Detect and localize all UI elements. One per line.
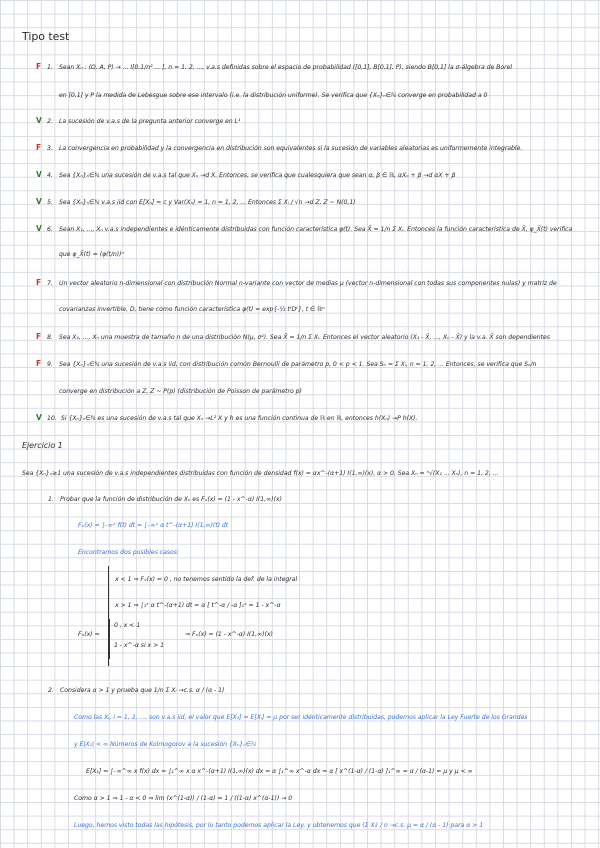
question-q10-line1: Si {Xₙ}ₙ∈ℕ es una sucesión de v.a.s tal que Xₙ →L² X y h es una función continua de ℝ en ℝ, entonces h(Xₙ) →P h(X). bbox=[61, 415, 418, 422]
part1-conclusion: ⇒ Fₓ(x) = (1 - x^-α) I(1,∞)(x) bbox=[185, 631, 273, 638]
question-q2-line1: La sucesión de v.a.s de la pregunta anterior converge en L¹ bbox=[59, 118, 241, 125]
answer-mark-q7: F bbox=[36, 278, 42, 287]
question-q9-line2: converge en distribución a Z, Z ~ P(p) (distribución de Poisson de parámetro p) bbox=[59, 388, 302, 395]
answer-mark-q1: F bbox=[36, 62, 42, 71]
question-q9-line1: Sea {Xₙ}ₙ∈ℕ una sucesión de v.a.s iid, con distribución común Bernoulli de parámetro p, 0 < p < 1. Sea Sₙ = Σ Xᵢ, n = 1, 2, ... Entonces, se verifica que Sₙ/n bbox=[59, 361, 537, 368]
part2-line2: y E|X₁| < ∞ Números de Kolmogorov a la sucesión {Xₙ}ₙ∈ℕ bbox=[74, 741, 256, 748]
answer-mark-q10: V bbox=[36, 413, 42, 422]
question-q6-line2: que φ_X̄(t) = (φ(t/n))ⁿ bbox=[59, 251, 124, 258]
question-q4-line1: Sea {Xₙ}ₙ∈ℕ una sucesión de v.a.s tal que Xₙ →d X. Entonces, se verifica que cualesquiera que sean α, β ∈ ℝ, αXₙ + β →d αX + β bbox=[59, 172, 456, 179]
question-q5-line1: Sea {Xₙ}ₙ∈ℕ v.a.s iid con E[Xₙ] = c y Var(Xₙ) = 1, n = 1, 2, ... Entonces Σ Xᵢ / √n →d Z, Z ~ N(0,1) bbox=[59, 199, 356, 206]
part1-piece-lt1: 0 , x < 1 bbox=[114, 622, 141, 629]
part1-piecewise-label: Fₓ(x) = bbox=[78, 631, 100, 638]
page-title: Tipo test bbox=[22, 30, 70, 43]
answer-mark-q2: V bbox=[36, 116, 42, 125]
question-number-q10: 10. bbox=[47, 415, 57, 422]
part2-number: 2. bbox=[48, 687, 54, 694]
question-q7-line2: covarianzas invertible, D, tiene como función característica φ(t) = exp{-½ tᵗDᵗ}, t ∈ ℝⁿ bbox=[59, 306, 325, 313]
question-number-q1: 1. bbox=[47, 64, 53, 71]
answer-mark-q4: V bbox=[36, 170, 42, 179]
question-number-q6: 6. bbox=[47, 226, 53, 233]
part1-case-gt1: x > 1 ⇒ ∫₁ˣ α t^-(α+1) dt = α [ t^-α / -α ]₁ˣ = 1 - x^-α bbox=[115, 602, 281, 609]
question-number-q4: 4. bbox=[47, 172, 53, 179]
answer-mark-q3: F bbox=[36, 143, 42, 152]
answer-mark-q6: V bbox=[36, 224, 42, 233]
part2-line1: Como las Xᵢ, i = 1, 2, ..., son v.a.s iid, el valor que E[X₁] = E[Xᵢ] = μ por ser idénticamente distribuidas, podemos aplicar la Ley Fuerte de los Grandes bbox=[74, 714, 528, 721]
question-q3-line1: La convergencia en probabilidad y la convergencia en distribución son equivalentes si la sucesión de variables aleatorias es uniformemente integrable. bbox=[59, 145, 523, 152]
question-number-q8: 8. bbox=[47, 334, 53, 341]
exercise-statement: Sea {Xₙ}ₙ≥1 una sucesión de v.a.s independientes distribuidas con función de densidad f(x) = αx^-(α+1) I(1,∞)(x), α > 0. Sea Xₙ = ⁿ√(X₁ ... Xₙ), n = 1, 2, ... bbox=[22, 470, 499, 477]
part2-limit: Como α > 1 ⇒ 1 - α < 0 ⇒ lim (x^(1-α)) / (1-α) = 1 / ((1-α) x^(α-1)) → 0 bbox=[74, 795, 293, 802]
cases-brace bbox=[108, 566, 109, 666]
answer-mark-q8: F bbox=[36, 332, 42, 341]
question-number-q2: 2. bbox=[47, 118, 53, 125]
question-q1-line1: Sean Xₙ : (Ω, A, P) → ... I[0,1/n² ... ], n = 1, 2, ..., v.a.s definidas sobre el espacio de probabilidad ([0,1], B[0,1], P), siendo B[0,1] la σ-álgebra de Borel bbox=[59, 64, 513, 71]
question-number-q9: 9. bbox=[47, 361, 53, 368]
question-q7-line1: Un vector aleatorio n-dimensional con distribución Normal n-variante con vector de medias μ (vector n-dimensional con todas sus componentes nulas) y matriz de bbox=[59, 280, 557, 287]
answer-mark-q9: F bbox=[36, 359, 42, 368]
part2-prompt: Considera α > 1 y prueba que 1/n Σ Xᵢ →c.s. α / (α - 1) bbox=[60, 687, 225, 694]
answer-mark-q5: V bbox=[36, 197, 42, 206]
question-q6-line1: Sean X₁, ..., Xₙ v.a.s independientes e idénticamente distribuidas con función característica φ(t). Sea X̄ = 1/n Σ Xᵢ. Entonces la función característica de X̄, φ_X̄(t) verifica bbox=[59, 226, 573, 233]
part2-expectation: E[X₁] = ∫₋∞^∞ x f(x) dx = ∫₁^∞ x α x^-(α+1) I(1,∞)(x) dx = α ∫₁^∞ x^-α dx = α [ x^(1-α) / (1-α) ]₁^∞ = α / (α-1) = μ y μ < ∞ bbox=[86, 768, 473, 775]
exercise-heading: Ejercicio 1 bbox=[22, 441, 63, 450]
part1-number: 1. bbox=[48, 496, 54, 503]
part1-prompt: Probar que la función de distribución de Xₙ es Fₓ(x) = (1 - x^-α) I(1,∞)(x) bbox=[60, 496, 282, 503]
question-q1-line2: en [0,1] y P la medida de Lebesgue sobre ese intervalo (i.e. la distribución uniforme). Se verifica que {Xₙ}ₙ∈ℕ converge en probabilidad a 0 bbox=[59, 92, 488, 99]
part1-case-lt1: x < 1 ⇒ Fₓ(x) = 0 , no tenemos sentido la def. de la integral bbox=[115, 576, 298, 583]
question-number-q3: 3. bbox=[47, 145, 53, 152]
piecewise-brace bbox=[109, 619, 110, 659]
question-number-q5: 5. bbox=[47, 199, 53, 206]
part1-piece-gt1: 1 - x^-α si x > 1 bbox=[114, 642, 165, 649]
part2-conclusion: Luego, hemos visto todas las hipótesis, por lo tanto podemos aplicar la Ley, y obtenemos que (Σ Xᵢ) / n →c.s. μ = α / (α - 1) para α > 1 bbox=[74, 822, 484, 829]
question-number-q7: 7. bbox=[47, 280, 53, 287]
question-q8-line1: Sea X₁, ..., Xₙ una muestra de tamaño n de una distribución N(μ, σ²). Sea X̄ = 1/n Σ Xᵢ. Entonces el vector aleatorio (X₁ - X̄, ..., Xₙ - X̄) y la v.a. X̄ son dependientes bbox=[59, 334, 550, 341]
part1-cdf-integral: Fₓ(x) = ∫₋∞ˣ f(t) dt = ∫₋∞ˣ α t^-(α+1) I(1,∞)(t) dt bbox=[78, 522, 229, 529]
part1-cases-intro: Encontramos dos posibles casos: bbox=[78, 549, 179, 556]
